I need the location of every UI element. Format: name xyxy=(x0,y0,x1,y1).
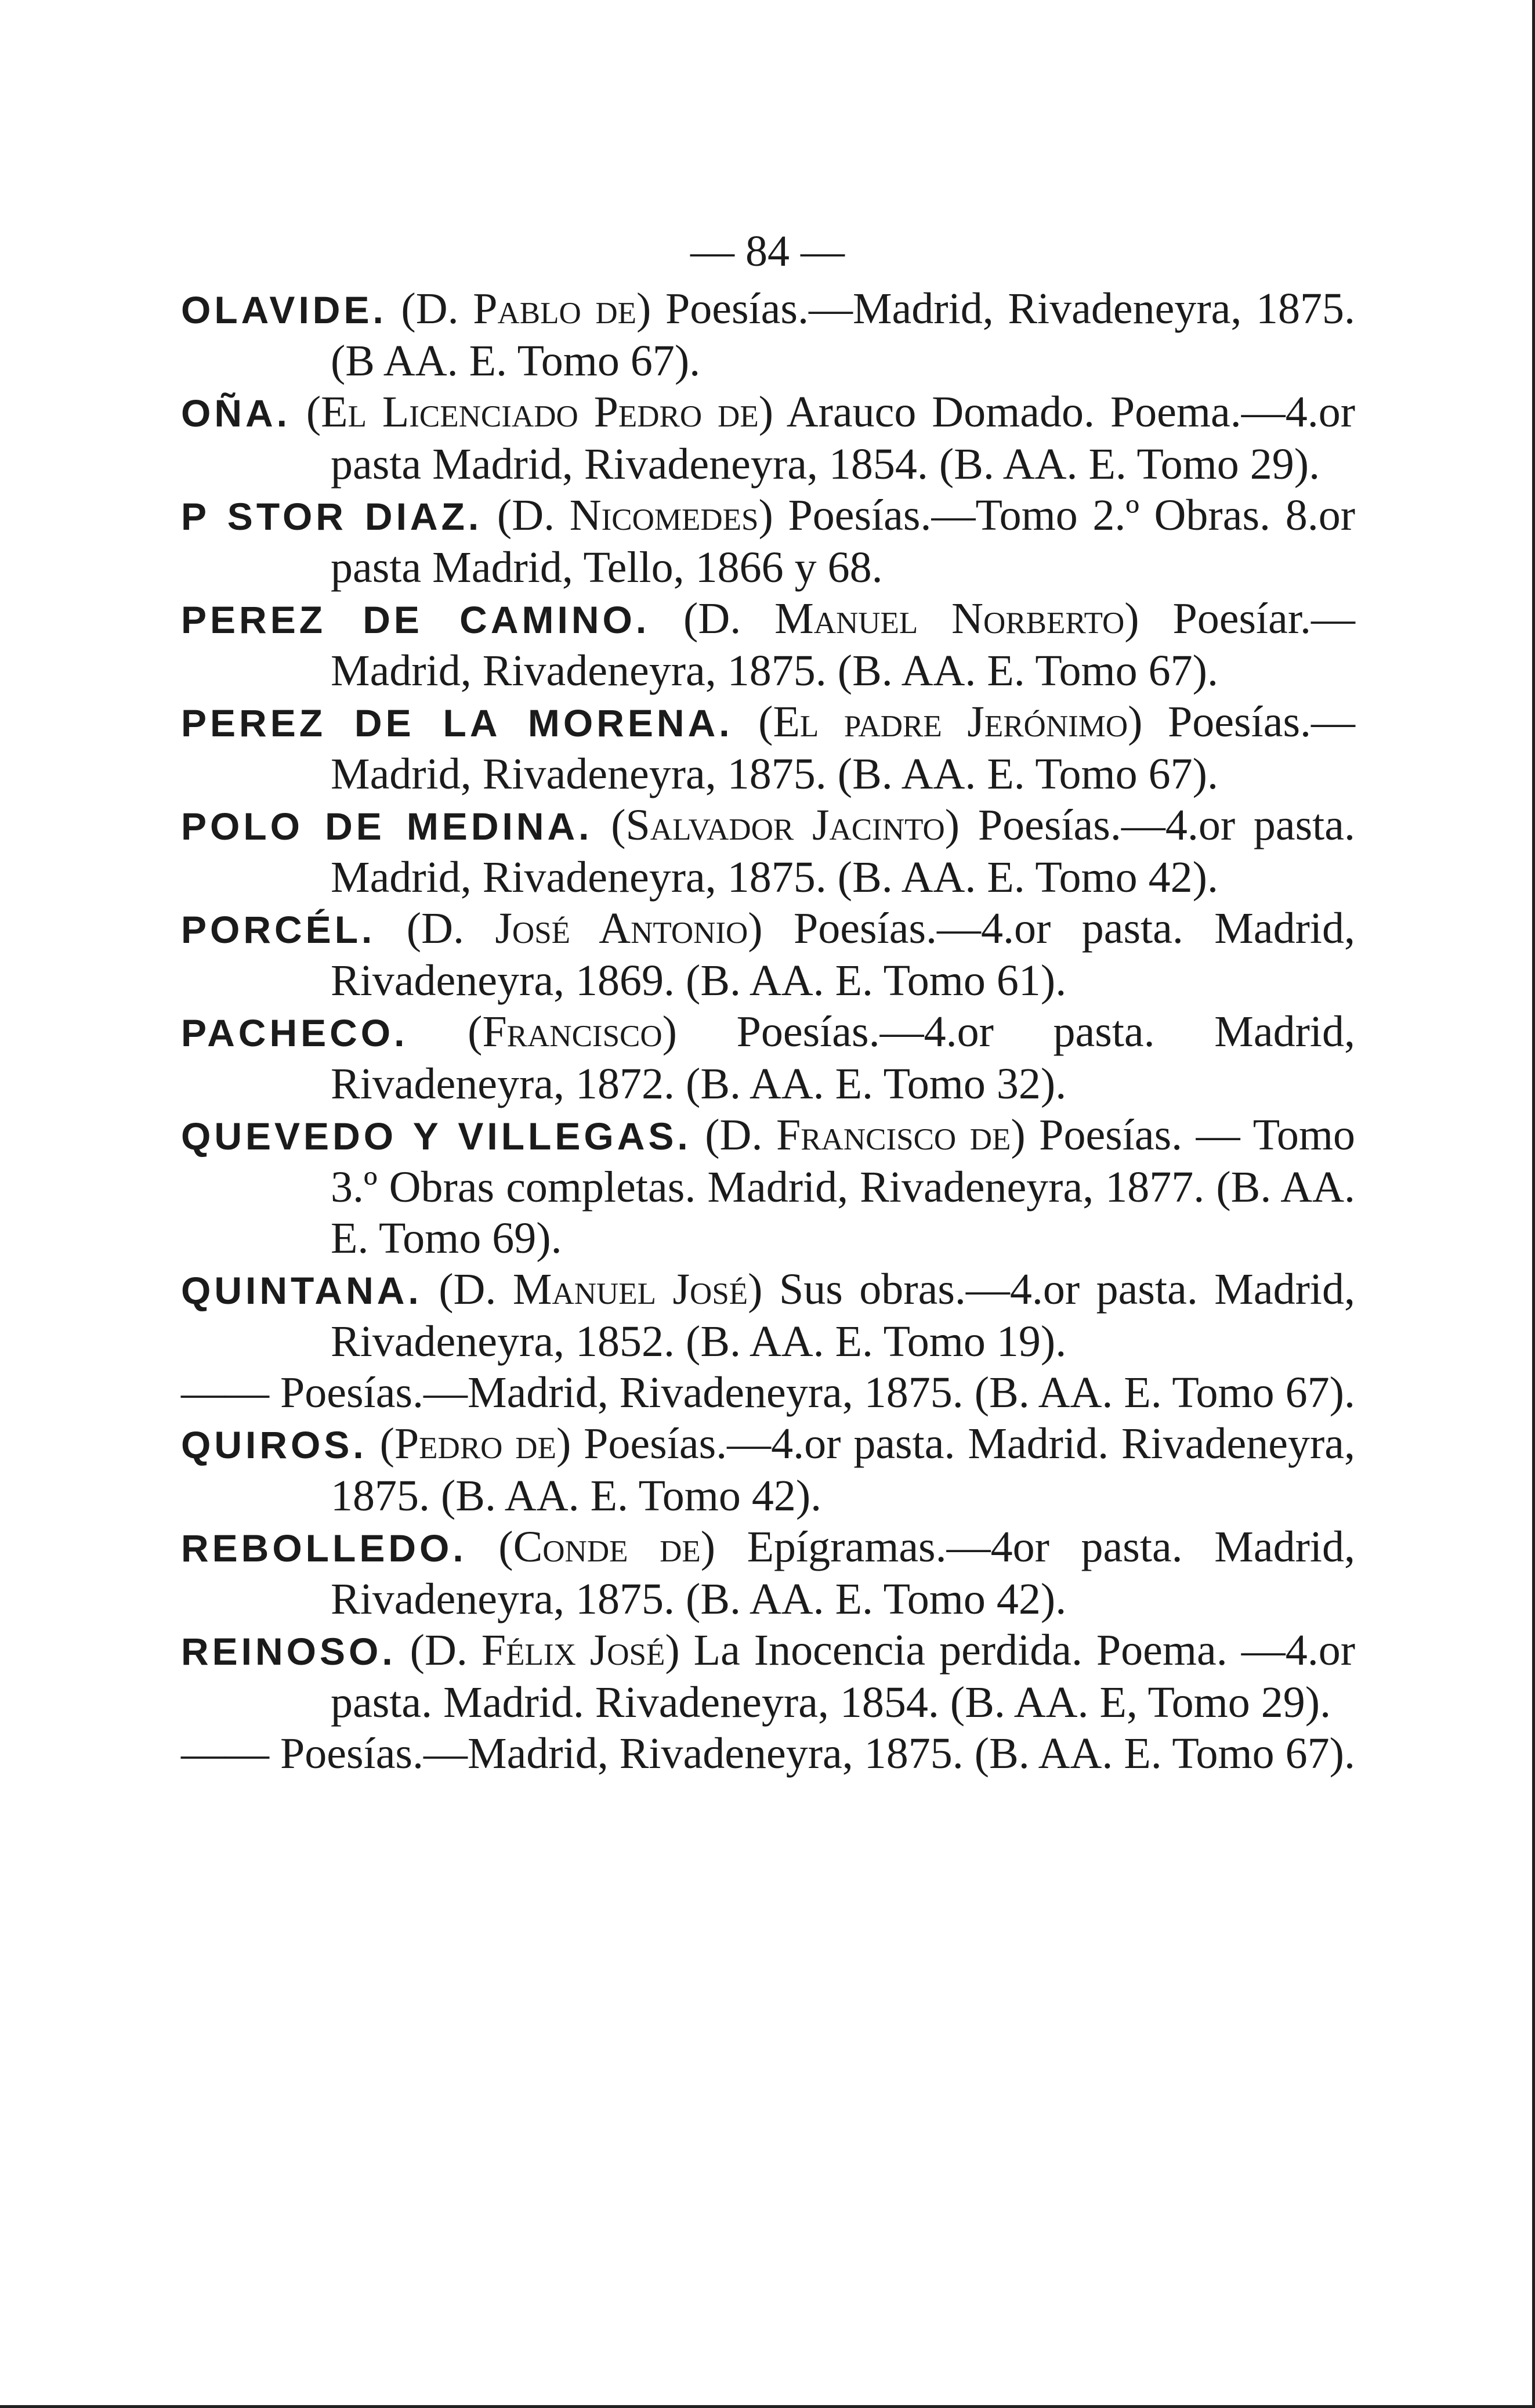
entry-heading: P STOR DIAZ. xyxy=(181,495,483,538)
entry-olavide xyxy=(181,283,1355,386)
entry-polo-de-medina xyxy=(181,800,1355,903)
entry-ona xyxy=(181,386,1355,490)
entry-text: Arauco Domado. Poema.—4.or pasta Madrid, Rivadeneyra, 1854. (B. AA. E. Tomo 29). xyxy=(331,388,1355,489)
entry-quiros xyxy=(181,1418,1355,1521)
entry-name: (D. Félix José) xyxy=(410,1626,680,1675)
entry-rebolledo xyxy=(181,1521,1355,1625)
entry-reinoso xyxy=(181,1625,1355,1728)
page-number: — 84 — xyxy=(690,227,845,276)
entry-name: (D. Nicomedes) xyxy=(497,491,773,540)
entry-name: (Francisco) xyxy=(468,1007,677,1056)
entry-porcel xyxy=(181,903,1355,1006)
entry-name: (D. Manuel Norberto) xyxy=(683,594,1139,643)
entry-text: Poesías. — Tomo 3.º Obras completas. Madrid, Rivadeneyra, 1877. (B. AA. E. Tomo 69). xyxy=(331,1111,1356,1263)
entry-heading: PACHECO. xyxy=(181,1011,408,1054)
entry-name: (Pedro de) xyxy=(379,1419,571,1468)
entry-text: Epígramas.—4or pasta. Madrid, Rivadeneyra, 1875. (B. AA. E. Tomo 42). xyxy=(331,1523,1356,1624)
entry-heading: OLAVIDE. xyxy=(181,288,387,331)
entry-heading: OÑA. xyxy=(181,392,291,435)
entry-text: Poesías.—Tomo 2.º Obras. 8.or pasta Madrid, Tello, 1866 y 68. xyxy=(331,491,1355,592)
entry-heading: POLO DE MEDINA. xyxy=(181,805,593,848)
entry-pastor-diaz xyxy=(181,490,1355,593)
entry-text: La Inocencia perdida. Poema. —4.or pasta. Madrid. Rivadeneyra, 1854. (B. AA. E, Tomo 29). xyxy=(331,1626,1356,1727)
bibliography-list xyxy=(181,283,1355,1779)
ditto-dash: —— xyxy=(181,1729,269,1778)
entry-heading: REINOSO. xyxy=(181,1630,396,1673)
entry-text: Poesías.—Madrid, Rivadeneyra, 1875. (B. AA. E. Tomo 67). xyxy=(331,697,1356,798)
entry-name: (El Licenciado Pedro de) xyxy=(306,388,774,436)
entry-text: Poesías.—4.or pasta. Madrid, Rivadeneyra, 1869. (B. AA. E. Tomo 61). xyxy=(331,904,1356,1005)
entry-heading: QUIROS. xyxy=(181,1423,367,1466)
entry-heading: PEREZ DE LA MORENA. xyxy=(181,702,733,744)
entry-text: Poesíar.—Madrid, Rivadeneyra, 1875. (B. AA. E. Tomo 67). xyxy=(331,594,1356,695)
entry-text: Poesías.—Madrid, Rivadeneyra, 1875. (B. AA. E. Tomo 67). xyxy=(280,1368,1355,1417)
entry-name: (El padre Jerónimo) xyxy=(758,697,1143,746)
entry-text: Poesías.—Madrid, Rivadeneyra, 1875. (B. AA. E. Tomo 67). xyxy=(280,1729,1355,1778)
page-border-bottom xyxy=(0,2405,1535,2408)
entry-text: Poesías.—4.or pasta. Madrid. Rivadeneyra, 1875. (B. AA. E. Tomo 42). xyxy=(331,1419,1355,1520)
entry-heading: PEREZ DE CAMINO. xyxy=(181,598,650,641)
entry-heading: QUINTANA. xyxy=(181,1269,422,1312)
entry-reinoso-poesias xyxy=(181,1728,1355,1779)
entry-text: Poesías.—4.or pasta. Madrid, Rivadeneyra, 1875. (B. AA. E. Tomo 42). xyxy=(331,801,1356,902)
entry-name: (Salvador Jacinto) xyxy=(611,801,960,849)
entry-text: Sus obras.—4.or pasta. Madrid, Rivadeneyra, 1852. (B. AA. E. Tomo 19). xyxy=(331,1265,1356,1366)
entry-heading: REBOLLEDO. xyxy=(181,1527,467,1570)
entry-name: (D. José Antonio) xyxy=(406,904,763,953)
entry-quintana-poesias xyxy=(181,1367,1355,1418)
entry-text: Poesías.—Madrid, Rivadeneyra, 1875. (B AA. E. Tomo 67). xyxy=(331,284,1356,385)
entry-quintana xyxy=(181,1264,1355,1367)
entry-heading: PORCÉL. xyxy=(181,908,376,951)
entry-name: (Conde de) xyxy=(498,1523,716,1571)
entry-perez-de-la-morena xyxy=(181,696,1355,800)
entry-text: Poesías.—4.or pasta. Madrid, Rivadeneyra, 1872. (B. AA. E. Tomo 32). xyxy=(331,1007,1356,1108)
entry-perez-de-camino xyxy=(181,593,1355,696)
entry-pacheco xyxy=(181,1006,1355,1109)
entry-name: (D. Manuel José) xyxy=(439,1265,763,1314)
entry-name: (D. Pablo de) xyxy=(401,284,651,333)
page-border-right xyxy=(1532,0,1535,2408)
entry-quevedo xyxy=(181,1109,1355,1264)
ditto-dash: —— xyxy=(181,1368,269,1417)
entry-heading: QUEVEDO Y VILLEGAS. xyxy=(181,1115,692,1158)
entry-name: (D. Francisco de) xyxy=(705,1111,1026,1159)
